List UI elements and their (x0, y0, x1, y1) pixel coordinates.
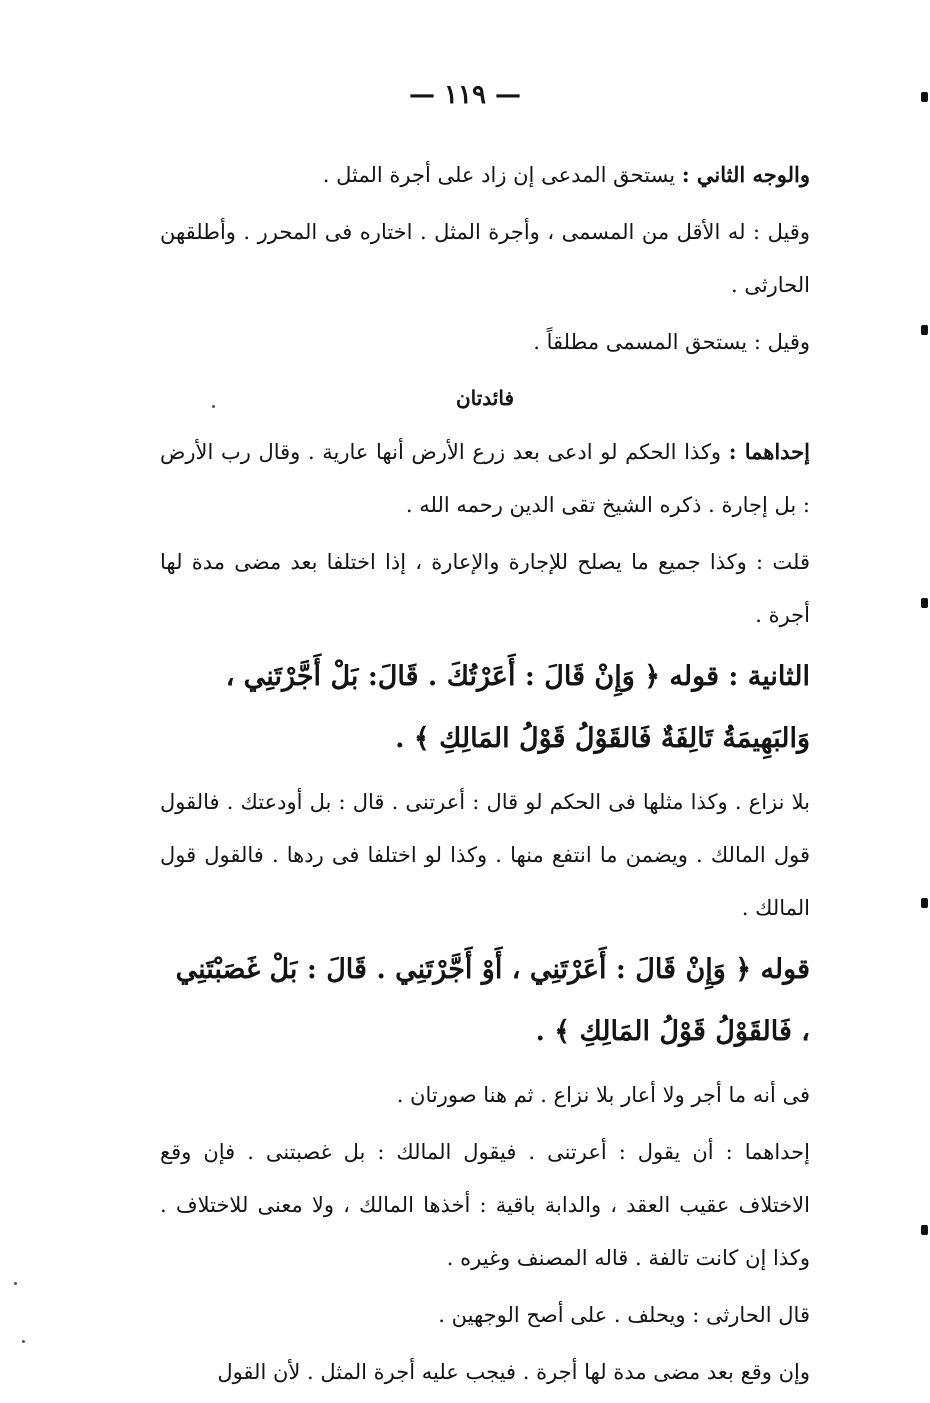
paragraph-lead: والوجه الثاني : (681, 162, 810, 187)
paragraph-1 (160, 148, 810, 202)
paragraph-text: إحداهما : أن يقول : أعرتنى . فيقول المالك : بل غصبتنى . فإن وقع الاختلاف عقيب العقد ، والدابة باقية : أخذها المالك ، ولا معنى للاختلاف . وكذا إن كانت تالفة . قاله المصنف وغيره . (160, 1140, 810, 1270)
paragraph-8 (160, 1126, 810, 1285)
paragraph-7 (160, 1069, 810, 1122)
page-number: — ١١٩ — (408, 80, 522, 110)
quote-text: ﴿ وَإِنْ قَالَ : أَعَرْتَنِي ، أَوْ أَجَّرْتَنِي . قَالَ : بَلْ غَصَبْتَنِي ، فَالقَوْلُ قَوْلُ المَالِكِ ﴾ . (175, 954, 810, 1047)
paragraph-text: وإن وقع بعد مضى مدة لها أجرة . فيجب عليه أجرة المثل . لأن القول (217, 1360, 810, 1384)
quote-lead: قوله (760, 954, 810, 985)
paragraph-text: وقيل : يستحق المسمى مطلقاً . (533, 330, 810, 354)
paragraph-text: قلت : وكذا جميع ما يصلح للإجارة والإعارة ، إذا اختلفا بعد مضى مدة لها أجرة . (160, 550, 810, 627)
paragraph-text: وقيل : له الأقل من المسمى ، وأجرة المثل . اختاره فى المحرر . وأطلقهن الحارثى . (160, 220, 810, 297)
binding-mark (921, 92, 928, 102)
binding-mark (921, 1225, 928, 1235)
paragraph-lead: إحداهما : (728, 439, 810, 464)
binding-mark (921, 598, 928, 608)
binding-mark (921, 325, 928, 335)
scan-speck (14, 1282, 17, 1285)
scan-speck (212, 405, 215, 408)
paragraph-text: وكذا الحكم لو ادعى بعد زرع الأرض أنها عارية . وقال رب الأرض : بل إجارة . ذكره الشيخ تقى الدين رحمه الله . (160, 440, 810, 517)
scan-speck (22, 1340, 25, 1343)
paragraph-9 (160, 1289, 810, 1342)
paragraph-text: فى أنه ما أجر ولا أعار بلا نزاع . ثم هنا صورتان . (396, 1083, 810, 1107)
paragraph-text: يستحق المدعى إن زاد على أجرة المثل . (322, 163, 682, 187)
page-body (160, 148, 810, 1403)
section-heading: فائدتان (455, 386, 515, 410)
paragraph-text: بلا نزاع . وكذا مثلها فى الحكم لو قال : أعرتنى . قال : بل أودعتك . فالقول قول المالك . ويضمن ما انتفع منها . وكذا لو اختلفا فى ردها . فالقول قول المالك . (160, 790, 810, 920)
paragraph-6 (160, 776, 810, 935)
quoted-text-block-1 (160, 646, 810, 770)
binding-mark (921, 898, 928, 908)
quote-lead: الثانية : قوله (669, 661, 810, 692)
paragraph-text: قال الحارثى : ويحلف . على أصح الوجهين . (438, 1303, 810, 1327)
paragraph-5 (160, 536, 810, 642)
quote-text: ﴿ وَإِنْ قَالَ : أَعَرْتُكَ . قَالَ: بَلْ أَجَّرْتَنِي ، وَالبَهِيمَةُ تَالِفَةٌ فَالقَوْلُ قَوْلُ المَالِكِ ﴾ . (225, 661, 810, 754)
quoted-text-block-2 (160, 939, 810, 1063)
paragraph-3 (160, 316, 810, 369)
paragraph-2 (160, 206, 810, 312)
paragraph-10 (160, 1346, 810, 1399)
paragraph-4 (160, 425, 810, 532)
